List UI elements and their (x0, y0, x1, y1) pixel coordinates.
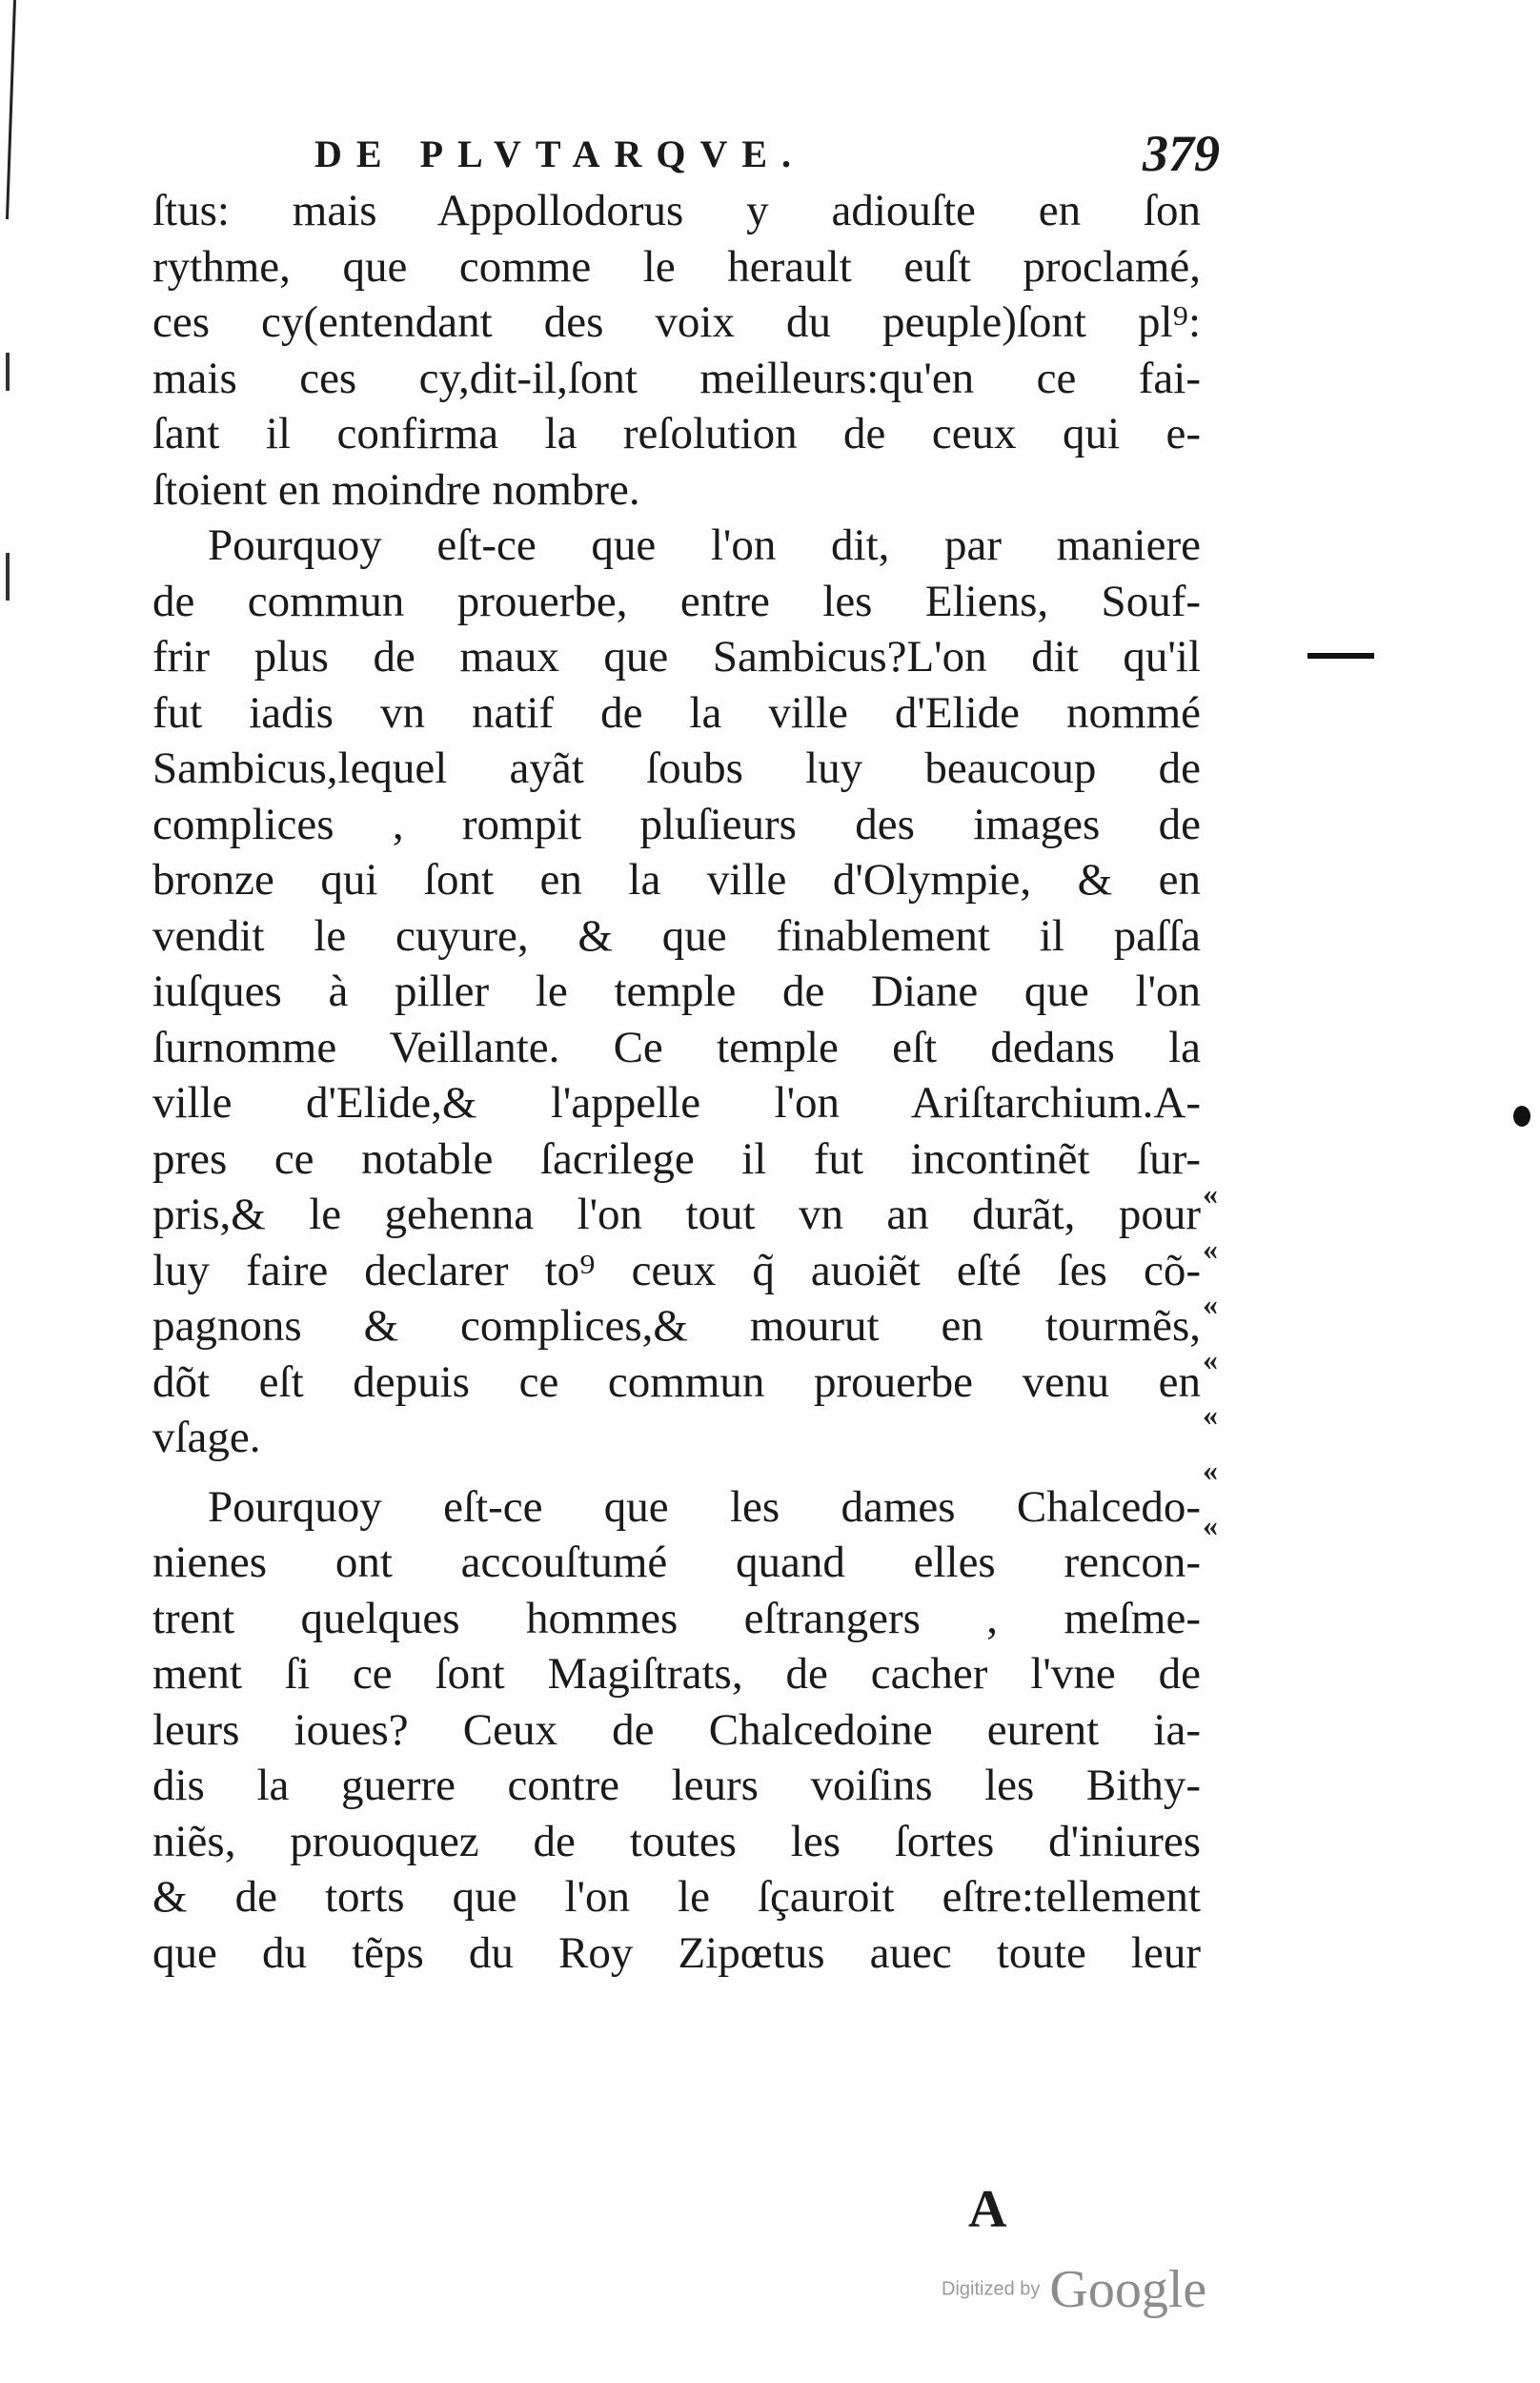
text-line: ſurnomme Veillante. Ce temple eſt dedans la (152, 1022, 1201, 1072)
text-line: Pourquoy eſt-ce que les dames Chalcedo- (208, 1481, 1201, 1532)
page-edge-mark (6, 553, 10, 601)
text-line: ſant il confirma la reſolution de ceux qui e- (152, 409, 1201, 458)
text-line: Sambicus,lequel ayãt ſoubs luy beaucoup de (152, 743, 1201, 793)
margin-ink-dot (1513, 1106, 1530, 1127)
text-line: frir plus de maux que Sambicus?L'on dit qu'il (152, 632, 1201, 682)
quote-mark: « (1203, 1342, 1218, 1376)
digitized-watermark (942, 2259, 1206, 2320)
quote-mark: « (1203, 1287, 1218, 1321)
quote-mark: « (1203, 1176, 1218, 1211)
page-number: 379 (1143, 125, 1220, 182)
text-line: niẽs, prouoquez de toutes les ſortes d'iniures (152, 1816, 1201, 1866)
text-line: rythme, que comme le herault euſt proclamé, (152, 241, 1201, 292)
quote-mark: « (1203, 1508, 1218, 1542)
quote-mark: « (1203, 1453, 1218, 1487)
quote-mark: « (1203, 1397, 1218, 1432)
text-line: ſtoient en moindre nombre. (152, 464, 640, 515)
text-line: dis la guerre contre leurs voiſins les Bithy- (152, 1761, 1201, 1810)
text-line: complices , rompit pluſieurs des images de (152, 799, 1201, 849)
page-edge-mark (6, 353, 10, 391)
text-line: bronze qui ſont en la ville d'Olympie, & en (152, 855, 1201, 905)
text-line: ces cy(entendant des voix du peuple)ſont pl⁹: (152, 297, 1201, 347)
text-line: & de torts que l'on le ſçauroit eſtre:tellement (152, 1872, 1201, 1922)
text-line: iuſques à piller le temple de Diane que l'on (152, 967, 1201, 1016)
quote-mark: « (1203, 1232, 1218, 1266)
margin-dash-mark (1307, 653, 1374, 659)
text-line: de commun prouerbe, entre les Eliens, Souf- (152, 576, 1201, 626)
google-logo: Google (1049, 2260, 1207, 2319)
text-line: mais ces cy,dit-il,ſont meilleurs:qu'en ce fai- (152, 353, 1201, 403)
text-line: ſtus: mais Appollodorus y adiouſte en ſon (152, 186, 1201, 235)
text-line: fut iadis vn natif de la ville d'Elide nommé (152, 687, 1201, 738)
text-line: vendit le cuyure, & que finablement il paſſa (152, 910, 1201, 961)
text-line: pagnons & complices,& mourut en tourmẽs, (152, 1301, 1201, 1351)
text-line: vſage. (152, 1413, 261, 1462)
text-line: pris,& le gehenna l'on tout vn an durãt, pour (152, 1190, 1201, 1239)
text-line: dõt eſt depuis ce commun prouerbe venu en (152, 1356, 1201, 1407)
catchword: A (968, 2180, 1007, 2239)
page-edge-line (6, 0, 16, 219)
text-line: ville d'Elide,& l'appelle l'on Ariſtarchium.A- (152, 1078, 1201, 1128)
text-line: Pourquoy eſt-ce que l'on dit, par maniere (208, 520, 1201, 570)
text-line: pres ce notable ſacrilege il fut incontinẽt ſur- (152, 1133, 1201, 1184)
body-text (152, 183, 1201, 1981)
text-line: que du tẽps du Roy Zipœtus auec toute leur (152, 1927, 1201, 1978)
running-title: DE PLVTARQVE. (314, 132, 806, 175)
page-header (314, 125, 1220, 189)
text-line: nienes ont accouſtumé quand elles rencon- (152, 1538, 1201, 1587)
text-line: ment ſi ce ſont Magiſtrats, de cacher l'vne de (152, 1649, 1201, 1699)
text-line: luy faire declarer to⁹ ceux q̃ auoiẽt eſté ſes cõ- (152, 1245, 1201, 1295)
text-line: trent quelques hommes eſtrangers , meſme- (152, 1593, 1201, 1643)
marginal-quote-marks (1203, 1174, 1241, 1544)
text-line: leurs ioues? Ceux de Chalcedoine eurent ia- (152, 1704, 1201, 1755)
watermark-prefix: Digitized by (942, 2278, 1041, 2300)
